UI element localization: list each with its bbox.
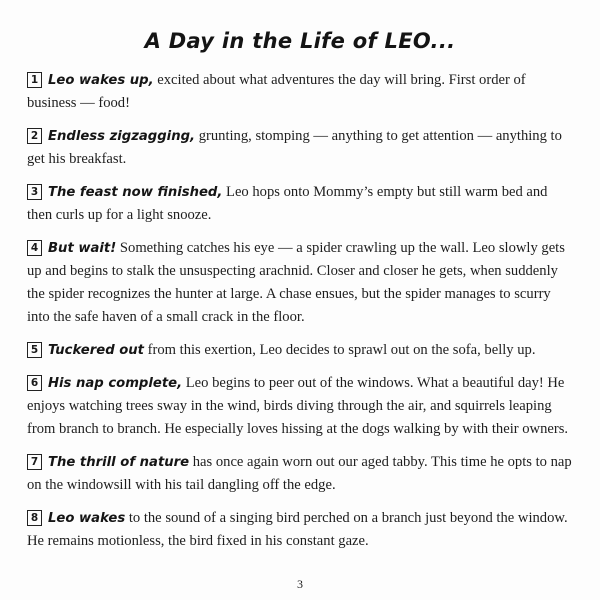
entry-text: Something catches his eye — a spider crawling up the wall. Leo slowly gets up and begins to stalk the unsuspecting arachnid. Closer and closer he gets, when suddenly the spider recognizes the hunter at large. A chase ensues, but the spider manages to scurry into the safe haven of a small crack in the floor. xyxy=(27,240,565,325)
page-title: A Day in the Life of LEO... xyxy=(144,29,456,53)
entry-number-box: 2 xyxy=(27,128,42,144)
entry-text: from this exertion, Leo decides to sprawl out on the sofa, belly up. xyxy=(143,342,536,358)
entry-text: excited about what adventures the day will bring. First order of business — food! xyxy=(27,72,526,111)
entry-text: Leo hops onto Mommy’s empty but still warm bed and then curls up for a light snooze. xyxy=(27,184,548,223)
entry-number-box: 8 xyxy=(27,510,42,526)
entry-number-box: 1 xyxy=(27,72,42,88)
entry-lead: Tuckered out xyxy=(48,343,144,358)
entry-3 xyxy=(27,181,575,227)
entry-lead: Endless zigzagging, xyxy=(48,129,196,144)
entry-list xyxy=(27,69,575,563)
entry-text: Leo begins to peer out of the windows. What a beautiful day! He enjoys watching trees sway in the wind, birds diving through the air, and squirrels leaping from branch to branch. He especially loves hissing at the dogs walking by with their owners. xyxy=(27,375,569,437)
entry-text: grunting, stomping — anything to get attention — anything to get his breakfast. xyxy=(27,128,562,167)
entry-lead: His nap complete, xyxy=(48,376,183,391)
entry-text: has once again worn out our aged tabby. This time he opts to nap on the windowsill with his tail dangling off the edge. xyxy=(27,454,572,493)
entry-7 xyxy=(27,451,575,497)
entry-5 xyxy=(27,339,575,362)
entry-6 xyxy=(27,372,575,441)
entry-lead: But wait! xyxy=(48,241,117,256)
page-number: 3 xyxy=(297,577,303,591)
entry-lead: The thrill of nature xyxy=(48,455,190,470)
entry-number-box: 7 xyxy=(27,454,42,470)
entry-number-box: 3 xyxy=(27,184,42,200)
entry-text: to the sound of a singing bird perched on a branch just beyond the window. He remains motionless, the bird fixed in his constant gaze. xyxy=(27,510,568,549)
entry-1 xyxy=(27,69,575,115)
entry-lead: Leo wakes xyxy=(48,511,126,526)
entry-2 xyxy=(27,125,575,171)
entry-lead: The feast now finished, xyxy=(48,185,223,200)
entry-number-box: 4 xyxy=(27,240,42,256)
entry-8 xyxy=(27,507,575,553)
entry-number-box: 5 xyxy=(27,342,42,358)
entry-lead: Leo wakes up, xyxy=(48,73,154,88)
entry-4 xyxy=(27,237,575,329)
entry-number-box: 6 xyxy=(27,375,42,391)
